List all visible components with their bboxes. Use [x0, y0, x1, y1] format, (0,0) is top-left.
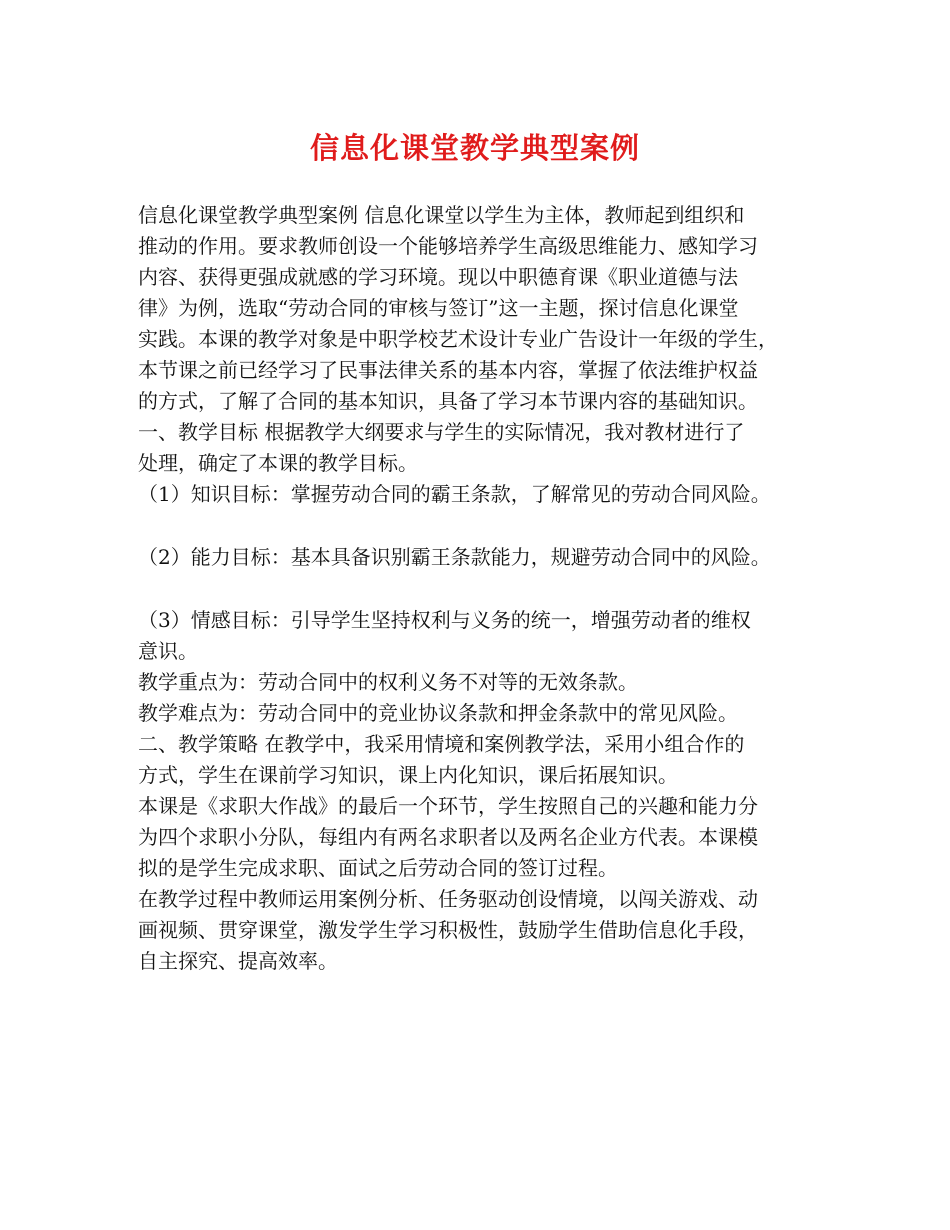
body-line: 推动的作用。要求教师创设一个能够培养学生高级思维能力、感知学习 — [138, 234, 758, 258]
goal-item-emotion: （3）情感目标：引导学生坚持权利与义务的统一，增强劳动者的维权 — [138, 608, 751, 632]
body-line: 方式，学生在课前学习知识，课上内化知识，课后拓展知识。 — [138, 763, 678, 787]
body-line: 为四个求职小分队，每组内有两名求职者以及两名企业方代表。本课模 — [138, 825, 758, 849]
document-body — [138, 200, 828, 977]
body-line: 画视频、贯穿课堂，激发学生学习积极性，鼓励学生借助信息化手段， — [138, 918, 758, 942]
body-line: 意识。 — [138, 639, 198, 663]
body-line: 本节课之前已经学习了民事法律关系的基本内容，掌握了依法维护权益 — [138, 358, 758, 382]
body-line: 信息化课堂教学典型案例 信息化课堂以学生为主体，教师起到组织和 — [138, 203, 745, 227]
goal-item-knowledge: （1）知识目标：掌握劳动合同的霸王条款，了解常见的劳动合同风险。 — [138, 482, 771, 506]
body-line: 本课是《求职大作战》的最后一个环节，学生按照自己的兴趣和能力分 — [138, 794, 758, 818]
body-line: 处理，确定了本课的教学目标。 — [138, 451, 418, 475]
teaching-key-point: 教学重点为：劳动合同中的权利义务不对等的无效条款。 — [138, 670, 638, 694]
teaching-difficult-point: 教学难点为：劳动合同中的竞业协议条款和押金条款中的常见风险。 — [138, 701, 738, 725]
section-heading-teaching-goals: 一、教学目标 根据教学大纲要求与学生的实际情况，我对教材进行了 — [138, 420, 745, 444]
body-line: 律》为例，选取“劳动合同的审核与签订”这一主题，探讨信息化课堂 — [138, 296, 739, 320]
body-line: 自主探究、提高效率。 — [138, 949, 338, 973]
body-line: 的方式，了解了合同的基本知识，具备了学习本节课内容的基础知识。 — [138, 389, 758, 413]
body-line: 在教学过程中教师运用案例分析、任务驱动创设情境，以闯关游戏、动 — [138, 887, 758, 911]
document-title: 信息化课堂教学典型案例 — [309, 131, 640, 165]
body-line: 拟的是学生完成求职、面试之后劳动合同的签订过程。 — [138, 856, 618, 880]
goal-item-ability: （2）能力目标：基本具备识别霸王条款能力，规避劳动合同中的风险。 — [138, 545, 771, 569]
section-heading-teaching-strategy: 二、教学策略 在教学中，我采用情境和案例教学法，采用小组合作的 — [138, 732, 745, 756]
body-line: 实践。本课的教学对象是中职学校艺术设计专业广告设计一年级的学生， — [138, 327, 778, 351]
body-line: 内容、获得更强成就感的学习环境。现以中职德育课《职业道德与法 — [138, 265, 738, 289]
